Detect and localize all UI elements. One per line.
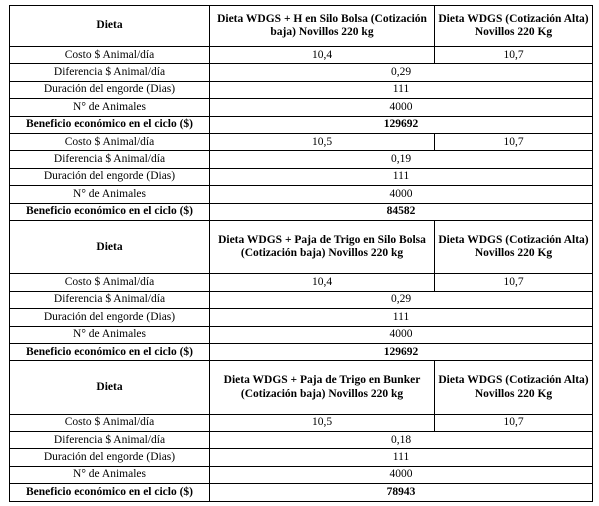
row-value: 111 bbox=[210, 168, 593, 185]
cost-low-value: 10,4 bbox=[210, 46, 435, 63]
header-dieta-cell: Dieta bbox=[10, 361, 210, 414]
header-diet-high-price-cell: Dieta WDGS (Cotización Alta) Novillos 220 Kg bbox=[435, 221, 593, 274]
row-label: Duración del engorde (Dias) bbox=[10, 309, 210, 326]
header-diet-high-price-cell: Dieta WDGS (Cotización Alta) Novillos 220 Kg bbox=[435, 361, 593, 414]
table-row bbox=[10, 64, 593, 81]
header-diet-low-price-cell: Dieta WDGS + Paja de Trigo en Bunker (Cotización baja) Novillos 220 kg bbox=[210, 361, 435, 414]
table-row bbox=[10, 81, 593, 98]
table-row bbox=[10, 309, 593, 326]
diet-comparison-table bbox=[9, 5, 593, 502]
table-row bbox=[10, 186, 593, 203]
row-label: N° de Animales bbox=[10, 326, 210, 343]
cost-low-value: 10,5 bbox=[210, 414, 435, 431]
benefit-row bbox=[10, 203, 593, 220]
table-row bbox=[10, 414, 593, 431]
benefit-row bbox=[10, 116, 593, 133]
section-3-header-row bbox=[10, 221, 593, 274]
header-dieta-cell: Dieta bbox=[10, 221, 210, 274]
row-label: Diferencia $ Animal/día bbox=[10, 151, 210, 168]
table-row bbox=[10, 168, 593, 185]
table-row bbox=[10, 291, 593, 308]
row-value: 0,19 bbox=[210, 151, 593, 168]
benefit-value: 78943 bbox=[210, 484, 593, 502]
benefit-label: Beneficio económico en el ciclo ($) bbox=[10, 203, 210, 220]
header-dieta-cell: Dieta bbox=[10, 6, 210, 47]
benefit-row bbox=[10, 343, 593, 360]
benefit-row bbox=[10, 484, 593, 502]
row-label: Diferencia $ Animal/día bbox=[10, 432, 210, 449]
table-row bbox=[10, 151, 593, 168]
row-label: N° de Animales bbox=[10, 466, 210, 483]
header-diet-low-price-cell: Dieta WDGS + H en Silo Bolsa (Cotización baja) Novillos 220 kg bbox=[210, 6, 435, 47]
table-row bbox=[10, 99, 593, 116]
benefit-value: 129692 bbox=[210, 343, 593, 360]
section-1-header-row bbox=[10, 6, 593, 47]
row-value: 4000 bbox=[210, 99, 593, 116]
benefit-value: 129692 bbox=[210, 116, 593, 133]
row-label: Costo $ Animal/día bbox=[10, 46, 210, 63]
row-value: 0,29 bbox=[210, 291, 593, 308]
table-row bbox=[10, 449, 593, 466]
cost-high-value: 10,7 bbox=[435, 274, 593, 291]
table-row bbox=[10, 466, 593, 483]
row-label: Costo $ Animal/día bbox=[10, 414, 210, 431]
row-label: Diferencia $ Animal/día bbox=[10, 64, 210, 81]
table-row bbox=[10, 46, 593, 63]
benefit-label: Beneficio económico en el ciclo ($) bbox=[10, 343, 210, 360]
row-value: 4000 bbox=[210, 326, 593, 343]
row-value: 0,18 bbox=[210, 432, 593, 449]
row-label: Diferencia $ Animal/día bbox=[10, 291, 210, 308]
cost-low-value: 10,5 bbox=[210, 134, 435, 151]
row-value: 111 bbox=[210, 449, 593, 466]
table-row bbox=[10, 134, 593, 151]
row-label: Costo $ Animal/día bbox=[10, 274, 210, 291]
benefit-label: Beneficio económico en el ciclo ($) bbox=[10, 484, 210, 502]
row-label: Duración del engorde (Dias) bbox=[10, 168, 210, 185]
row-value: 0,29 bbox=[210, 64, 593, 81]
row-label: N° de Animales bbox=[10, 99, 210, 116]
row-label: Costo $ Animal/día bbox=[10, 134, 210, 151]
row-value: 4000 bbox=[210, 186, 593, 203]
row-value: 111 bbox=[210, 81, 593, 98]
cost-high-value: 10,7 bbox=[435, 414, 593, 431]
cost-high-value: 10,7 bbox=[435, 134, 593, 151]
benefit-label: Beneficio económico en el ciclo ($) bbox=[10, 116, 210, 133]
row-value: 111 bbox=[210, 309, 593, 326]
header-diet-high-price-cell: Dieta WDGS (Cotización Alta) Novillos 220 Kg bbox=[435, 6, 593, 47]
row-label: N° de Animales bbox=[10, 186, 210, 203]
table-row bbox=[10, 274, 593, 291]
benefit-value: 84582 bbox=[210, 203, 593, 220]
section-4-header-row bbox=[10, 361, 593, 414]
row-label: Duración del engorde (Dias) bbox=[10, 449, 210, 466]
table-row bbox=[10, 432, 593, 449]
row-value: 4000 bbox=[210, 466, 593, 483]
cost-low-value: 10,4 bbox=[210, 274, 435, 291]
header-diet-low-price-cell: Dieta WDGS + Paja de Trigo en Silo Bolsa (Cotización baja) Novillos 220 kg bbox=[210, 221, 435, 274]
row-label: Duración del engorde (Dias) bbox=[10, 81, 210, 98]
cost-high-value: 10,7 bbox=[435, 46, 593, 63]
table-row bbox=[10, 326, 593, 343]
